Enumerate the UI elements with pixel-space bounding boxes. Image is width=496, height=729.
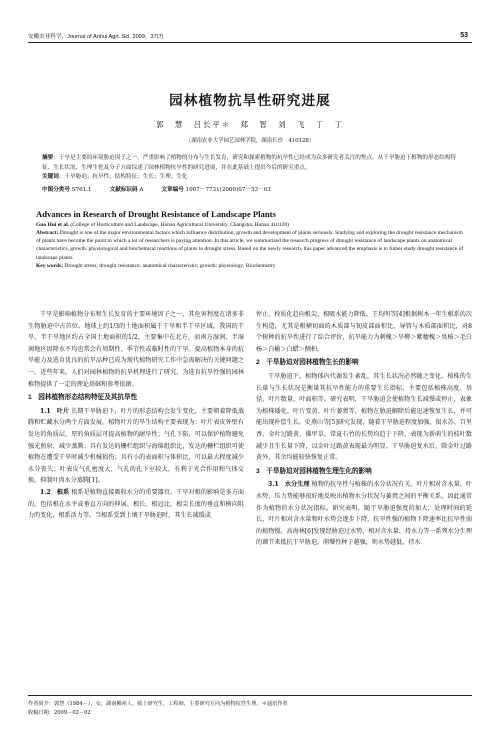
section-1-2-text: 根系是植物直接吸收水分的重要器官。干旱对根的影响是多方面的，包括根在水平或垂直方向的伸展、根长、根冠比、根尖长度的垂直和横向阻力的变化、根系活力等。当根系受到土壤干旱胁迫时，其生长减缓或 — [28, 488, 245, 520]
chinese-abstract: 摘要：干旱是主要的环境胁迫因子之一，严重影响了植物的分布与生长发育，研究和探索植物的抗旱性已经成为众多研究者关注的焦点。从干旱胁迫下植物的形态结构特征、生长状况、生理生化及分子方面综述了园林植物抗旱性的研究进展，并在此基础上提出今后的研究重点。 关键词：干旱胁迫；抗旱性；结构特征；生长；生理；生化 — [42, 154, 458, 183]
body-columns — [28, 309, 472, 549]
english-keywords-text: Drought stress; drought resistance; anatomical characteristic; growth; physiology; Biochemistry — [64, 262, 276, 269]
english-abstract — [36, 221, 464, 270]
journal-citation: 安徽农业科学，Journal of Anhui Agri. Sci. 2009，37(7) — [28, 34, 164, 40]
running-header — [28, 32, 472, 43]
affiliation: （湖南农业大学园艺园林学院，湖南长沙 410128） — [185, 138, 315, 144]
section-1-1-heading: 1.1 叶片 — [40, 407, 70, 415]
left-column — [28, 309, 244, 549]
clc-label: 中图分类号 — [42, 186, 70, 193]
section-1-heading: 1 园林植物形态结构特征及其抗旱性 — [28, 394, 138, 402]
doc-code-value: A — [139, 186, 144, 193]
intro-paragraph: 干旱是影响植物分布和生长发育的主要环境因子之一，其危害程度在诸多非生物胁迫中占首位。地球上约1/3的土地面积属于干旱和半干旱区域，我国的干旱、半干旱地区约占全国土地面积的1/2，主要集中在北方，而南方湿润、半湿润地区因降水不均也常会有周期性、季节性或临时性的干旱。提高植物本身的抗旱能力及选育优良的抗旱品种已成为现代植物研究工作中急需解决的关键问题之一。近些年来，人们对园林植物的抗旱机理进行了研究，为选育抗旱性强的园林植物提供了一定的理论基础和参考依据。 — [28, 311, 244, 388]
paper-page — [28, 32, 473, 716]
section-3-heading: 3 干旱胁迫对园林植物生理生化的影响 — [256, 467, 372, 475]
english-abstract-text: Drought is one of the major environmental factors which influence distribution, growth and development of plants seriously. Studying and exploring the drought resistance mechanism of plants have become the point to which a lot of researchers is paying attention. In this article, we summarized the research progress of drought resistance of landscape plants on anatomical characteristics, growth, physiological and biochemical reactions of plants to drought stress. Based on the newly research, this paper advanced the emphasis is to futher study drought resistance of landscape plants. — [36, 229, 464, 261]
continued-paragraph: 停止，栓质化趋向根尖，根吸水能力降低。王均明等[4]根据树木一年生根系的次生构造，尤其是根横切面的木质部与韧皮部面积比、导管与木质部面积比，对8个树种的抗旱性进行了综合评价，抗旱能力为刺槐＞旱柳＞紫穗槐＞臭椿＞毛白杨＞白榆＞白蜡＞侧柏。 — [256, 311, 472, 353]
section-2-text: 干旱胁迫下，植物体内代谢发生紊乱，其生长状况必然随之变化。植株的生长量与生长状况是衡量其抗旱性能力的重要生长指标，主要包括植株高度、基径、叶片数量、叶面积等。研究表明，干旱胁迫会使植物生长减慢或停止，表象为植株矮化、叶片变黄、叶片萎蔫等，植物在胁迫解除后能迅速恢复生长，并可能出现补偿生长。史燕山等[5]研究发现，随着干旱胁迫程度加强，银水苏、百里香、金叶过路黄、佛甲草、常夏石竹的长势均趋于下降，表现为新萌生的枝叶数减少且生长量下降，以金叶过路黄表现最为明显。干旱胁迫复水后，除金叶过路黄外，其余均能较快恢复正常。 — [256, 372, 472, 462]
english-abstract-label: Abstract: — [36, 229, 59, 236]
page-number: 53 — [460, 32, 468, 39]
article-number-label: 文章编号 — [161, 186, 184, 193]
footnote-divider — [28, 695, 472, 696]
section-1-2-heading: 1.2 根系 — [40, 488, 70, 496]
author-bio: 作者简介：郭慧（1984－），女，湖南郴州人，硕士研究生，工程师，主要研究方向为植物抗性生理。＊通讯作者 — [28, 701, 288, 707]
abstract-label: 摘要 — [42, 155, 54, 161]
section-1-1-text: 长期干旱胁迫下，叶片的形态结构会发生变化，主要朝着降低蒸腾和贮藏水分两个方面发展。植物叶片的旱生结构主要表现为：叶片表皮外壁有发达的角质层，厚的角质层可提高植物的耐旱性；气孔下陷，可以保护植物避免强光照射，减少蒸腾；具有发达的栅栏组织与海绵组织比，发达的栅栏组织可使植物在遭受干旱时减少机械损伤；具有小的表面积与体积比，可以最大程度减少水分丧失；叶表皮气孔密度大，气孔的孔下室较大，有利于光合作用和气体交换，抑制叶肉水分蒸腾[1]。 — [28, 407, 245, 485]
author-list: 郭 慧 吕长平＊ 郑 智 刘 飞 丁 丁 — [156, 120, 344, 129]
section-2-heading: 2 干旱胁迫对园林植物生长的影响 — [256, 359, 359, 367]
english-authors: Guo Hui et al. — [36, 221, 70, 228]
english-affiliation: (College of Horticulture and Landscape, Hunan Agricultural University, Changsha, Hunan 410128) — [70, 221, 289, 228]
article-number-value: 1007－7731(2009)07－53－03 — [185, 186, 271, 193]
clc-value: S761.1 — [71, 186, 92, 193]
section-3-1-text: 植物的抗旱性与植株的水分状况有关。叶片相对含水量、叶水势、压力势能够很好地反映出植物水分状况与萎蔫之间的平衡关系，因此通常作为植物的水分状况指标。研究表明，随干旱胁迫强度的加大，处理时间的延长，叶片相对含水量和叶水势会逐步下降，抗旱性强的植物下降速率比抗旱性弱的植物慢。高海林[6]发现经胁迫过水势、相对含水量、持水力等一系列水分生理的调节来抵抗干旱胁迫，萌蘖性种子越强，则水势越低，持水 — [256, 481, 473, 547]
abstract-text: 干旱是主要的环境胁迫因子之一，严重影响了植物的分布与生长发育，研究和探索植物的抗旱性已经成为众多研究者关注的焦点。从干旱胁迫下植物的形态结构特征、生长状况、生理生化及分子方面综述了园林植物抗旱性的研究进展，并在此基础上提出今后的研究重点。 — [42, 155, 456, 171]
keywords-line: 关键词：干旱胁迫；抗旱性；结构特征；生长；生理；生化 — [42, 174, 188, 181]
keywords-label: 关键词 — [42, 174, 59, 181]
english-title: Advances in Research of Drought Resistance of Landscape Plants — [36, 208, 276, 219]
right-column — [256, 309, 472, 549]
keywords-text: 干旱胁迫；抗旱性；结构特征；生长；生理；生化 — [64, 174, 188, 181]
paper-title: 园林植物抗旱性研究进展 — [169, 93, 331, 109]
doc-code-label: 文献标识码 — [109, 186, 138, 193]
classification-row — [42, 185, 458, 193]
footnote — [28, 700, 472, 718]
section-3-1-heading: 3.1 水分生理 — [268, 481, 310, 489]
english-keywords-label: Key words: — [36, 262, 64, 269]
received-date: 收稿日期：2009－02－02 — [28, 710, 91, 716]
